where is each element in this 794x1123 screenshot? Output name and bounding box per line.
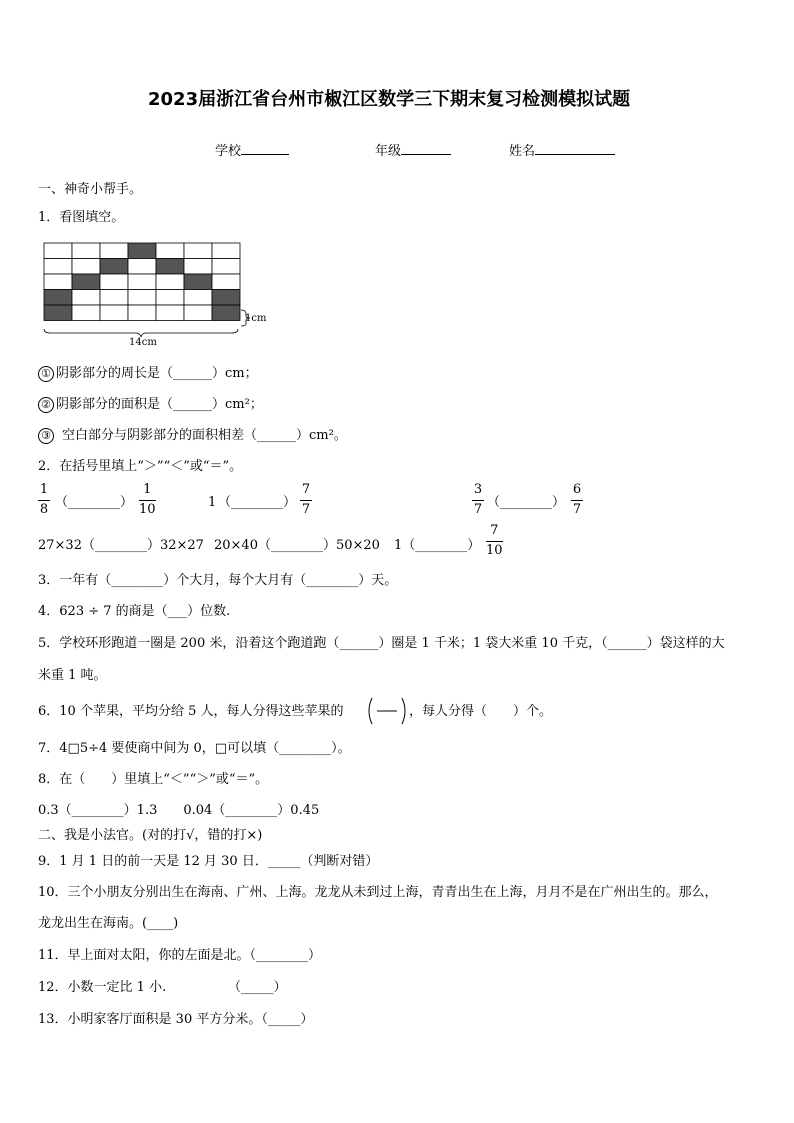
- question-1-label: 1．看图填空。: [38, 210, 125, 225]
- grid-cell: [184, 243, 212, 259]
- fraction: 7 7: [301, 482, 311, 518]
- section-heading: 二、我是小法官。(对的打√，错的打×): [38, 828, 263, 843]
- grid-cell: [184, 290, 212, 306]
- grid-cell: [100, 290, 128, 306]
- grid-cell: [72, 274, 100, 290]
- question-8-row: 0.3（________）1.3 0.04（________）0.45: [38, 803, 320, 818]
- sub-number-icon: ③: [38, 428, 54, 444]
- fraction: 1 8: [39, 482, 49, 518]
- comparison-b: 20×40（________）50×20: [214, 538, 380, 553]
- sub-number-icon: ②: [38, 397, 54, 413]
- grid-cells: [44, 243, 240, 321]
- question-10-line2: 龙龙出生在海南。(____): [38, 916, 179, 931]
- question-1-sub2: ② 阴影部分的面积是（______）cm²；: [38, 397, 263, 413]
- question-7: 7．4□5÷4 要使商中间为 0，□可以填（________）。: [38, 741, 351, 756]
- grid-cell: [184, 259, 212, 275]
- grid-cell: [44, 259, 72, 275]
- grid-width-label: 14cm: [129, 337, 157, 348]
- sub-number-icon: ①: [38, 366, 54, 382]
- question-13: 13．小明家客厅面积是 30 平方分米。（_____）: [38, 1012, 314, 1027]
- grid-cell: [128, 290, 156, 306]
- question-8-label: 8．在（ ）里填上“＜”“＞”或“＝”。: [38, 772, 269, 787]
- grid-cell: [72, 290, 100, 306]
- width-bracket: [44, 329, 238, 337]
- grid-cell: [100, 243, 128, 259]
- grid-cell: [128, 305, 156, 321]
- section-heading: 一、神奇小帮手。: [38, 182, 143, 197]
- grid-cell: [212, 305, 240, 321]
- question-10-line1: 10．三个小朋友分别出生在海南、广州、上海。龙龙从未到过上海，青青出生在上海，月月不是在广州出生的。那么，: [38, 885, 718, 900]
- grid-cell: [212, 274, 240, 290]
- question-3: 3．一年有（________）个大月，每个大月有（________）天。: [38, 573, 398, 588]
- question-5-line2: 米重 1 吨。: [38, 668, 107, 683]
- comparison-a: 27×32（________）32×27: [38, 538, 204, 553]
- grade-field[interactable]: [375, 142, 451, 160]
- grid-cell: [156, 259, 184, 275]
- grade-label: 年级: [375, 144, 402, 159]
- grid-cell: [128, 243, 156, 259]
- grid-cell: [100, 259, 128, 275]
- grid-cell: [212, 243, 240, 259]
- question-9: 9．1 月 1 日的前一天是 12 月 30 日．_____（判断对错）: [38, 854, 379, 869]
- answer-blank[interactable]: （________）: [218, 495, 297, 510]
- grid-cell: [128, 259, 156, 275]
- grid-cell: [72, 259, 100, 275]
- question-6-part1: 6．10 个苹果，平均分给 5 人，每人分得这些苹果的: [38, 704, 344, 719]
- answer-blank[interactable]: （________）: [55, 495, 134, 510]
- blank-fraction-icon[interactable]: [365, 696, 409, 726]
- name-label: 姓名: [509, 144, 536, 159]
- school-field[interactable]: [215, 142, 289, 160]
- grid-cell: [156, 290, 184, 306]
- grid-cell: [44, 274, 72, 290]
- grid-cell: [44, 290, 72, 306]
- grid-cell: [184, 305, 212, 321]
- grid-height-label: 1cm: [245, 313, 267, 324]
- page-title: 2023届浙江省台州市椒江区数学三下期末复习检测模拟试题: [148, 89, 631, 110]
- question-6-part2: ，每人分得（ ）个。: [409, 704, 553, 719]
- question-1-sub3: ③ 空白部分与阴影部分的面积相差（______）cm²。: [38, 428, 347, 444]
- grid-cell: [72, 305, 100, 321]
- grid-cell: [100, 305, 128, 321]
- name-field[interactable]: [509, 142, 615, 160]
- school-label: 学校: [215, 144, 242, 159]
- grid-figure: [40, 240, 280, 348]
- question-2-label: 2．在括号里填上“＞”“＜”或“＝”。: [38, 459, 243, 474]
- grid-cell: [128, 274, 156, 290]
- fraction: 3 7: [473, 482, 483, 518]
- grid-cell: [44, 305, 72, 321]
- question-12: 12．小数一定比 1 小.: [38, 980, 167, 995]
- answer-blank[interactable]: （________）: [487, 495, 566, 510]
- grid-cell: [212, 290, 240, 306]
- question-5-line1: 5．学校环形跑道一圈是 200 米，沿着这个跑道跑（______）圈是 1 千米；1 袋大米重 10 千克，（______）袋这样的大: [38, 636, 725, 651]
- fraction: 6 7: [572, 482, 582, 518]
- number-one: 1: [208, 495, 217, 510]
- fraction: 7 10: [486, 523, 503, 559]
- grid-cell: [212, 259, 240, 275]
- grid-cell: [156, 274, 184, 290]
- grid-cell: [100, 274, 128, 290]
- grid-cell: [72, 243, 100, 259]
- question-4: 4．623 ÷ 7 的商是（___）位数.: [38, 604, 231, 619]
- grid-cell: [156, 243, 184, 259]
- question-11: 11．早上面对太阳，你的左面是北。（________）: [38, 948, 322, 963]
- grid-cell: [44, 243, 72, 259]
- grid-cell: [184, 274, 212, 290]
- comparison-c: 1（________）: [394, 538, 481, 553]
- question-1-sub1: ① 阴影部分的周长是（______）cm；: [38, 366, 258, 382]
- fraction: 1 10: [139, 482, 156, 518]
- grid-cell: [156, 305, 184, 321]
- answer-blank[interactable]: （_____）: [228, 980, 287, 995]
